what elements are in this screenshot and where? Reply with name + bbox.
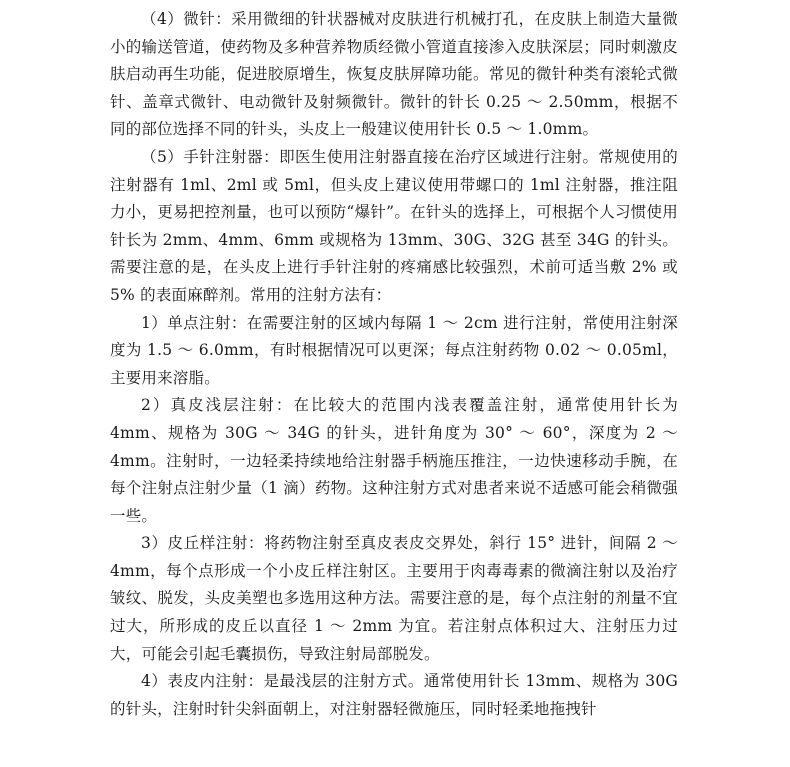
paragraph-hand-syringe: （5）手针注射器：即医生使用注射器直接在治疗区域进行注射。常规使用的注射器有 1ml、2ml 或 5ml，但头皮上建议使用带螺口的 1ml 注射器，推注阻力小，更易把控剂量，也可以预防“爆针”。在针头的选择上，可根据个人习惯使用针长为 2mm、4mm、6mm 或规格为 13mm、30G、32G 甚至 34G 的针头。需要注意的是，在头皮上进行手针注射的疼痛感比较强烈，术前可适当敷 2% 或 5% 的表面麻醉剂。常用的注射方法有： (110, 147, 684, 304)
paragraph-superficial-dermis-injection: 2）真皮浅层注射：在比较大的范围内浅表覆盖注射，通常使用针长为 4mm、规格为 30G ～ 34G 的针头，进针角度为 30° ～ 60°，深度为 2 ～ 4mm。注射时，一边轻柔持续地给注射器手柄施压推注，一边快速移动手腕，在每个注射点注射少量（1 滴）药物。这种注射方式对患者来说不适感可能会稍微强一些。 (110, 396, 684, 525)
document-page (110, 6, 684, 723)
paragraph-microneedle: （4）微针：采用微细的针状器械对皮肤进行机械打孔，在皮肤上制造大量微小的输送管道，使药物及多种营养物质经微小管道直接渗入皮肤深层；同时刺激皮肤启动再生功能，促进胶原增生，恢复皮肤屏障功能。常见的微针种类有滚轮式微针、盖章式微针、电动微针及射频微针。微针的针长 0.25 ～ 2.50mm，根据不同的部位选择不同的针头，头皮上一般建议使用针长 0.5 ～ 1.0mm。 (110, 10, 678, 139)
paragraph-single-point-injection: 1）单点注射：在需要注射的区域内每隔 1 ～ 2cm 进行注射，常使用注射深度为 1.5 ～ 6.0mm，有时根据情况可以更深；每点注射药物 0.02 ～ 0.05ml，主要用来溶脂。 (110, 313, 678, 387)
paragraph-papule-injection: 3）皮丘样注射：将药物注射至真皮表皮交界处，斜行 15° 进针，间隔 2 ～ 4mm，每个点形成一个小皮丘样注射区。主要用于肉毒毒素的微滴注射以及治疗皱纹、脱发，头皮美塑也多选用这种方法。需要注意的是，每个点注射的剂量不宜过大，所形成的皮丘以直径 1 ～ 2mm 为宜。若注射点体积过大、注射压力过大，可能会引起毛囊损伤，导致注射局部脱发。 (110, 534, 684, 663)
paragraph-intraepidermal-injection: 4）表皮内注射：是最浅层的注射方式。通常使用针长 13mm、规格为 30G 的针头，注射时针尖斜面朝上，对注射器轻微施压，同时轻柔地拖拽针 (110, 672, 684, 718)
